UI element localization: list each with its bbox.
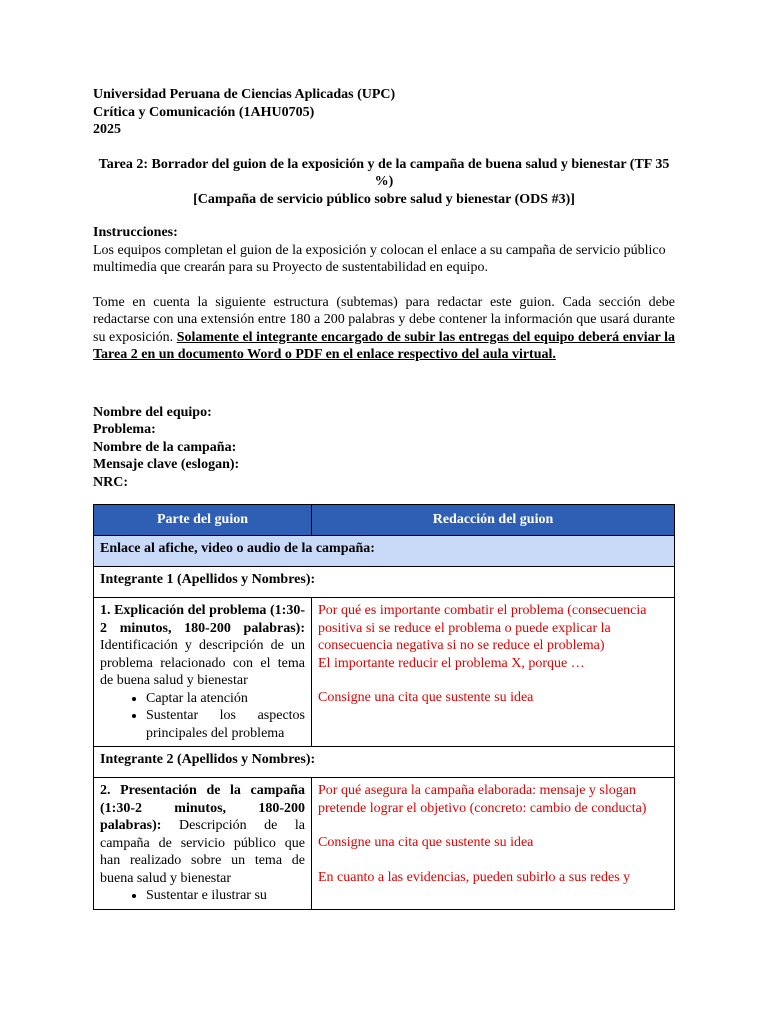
instructions-paragraph-2 — [93, 294, 675, 364]
year: 2025 — [93, 122, 121, 137]
university-name: Universidad Peruana de Ciencias Aplicadas (UPC) — [93, 87, 396, 102]
script-table — [93, 504, 675, 910]
course-name: Crítica y Comunicación (1AHU0705) — [93, 104, 315, 120]
table-row-campaign-link — [94, 536, 675, 567]
section-2-title: 2. Presentación de la campaña (1:30-2 minutos, 180-200 palabras): — [100, 783, 305, 833]
section-2-description: Descripción de la campaña de servicio público que han realizado sobre un tema de buena salud y bienestar — [100, 818, 305, 886]
list-item: • Sustentar e ilustrar su — [146, 887, 305, 905]
member-2-cell[interactable]: Integrante 2 (Apellidos y Nombres): — [94, 747, 675, 778]
list-item: • Sustentar los aspectos principales del problema — [146, 707, 305, 742]
table-row-section-2 — [94, 778, 675, 910]
section-2-part — [94, 778, 312, 910]
list-item: • Captar la atención — [146, 690, 305, 708]
table-row-member-1 — [94, 567, 675, 598]
campaign-link-cell[interactable]: Enlace al afiche, video o audio de la campaña: — [94, 536, 675, 567]
table-row-member-2 — [94, 747, 675, 778]
section-1-title: 1. Explicación del problema (1:30-2 minutos, 180-200 palabras): — [100, 603, 305, 636]
table-header-row — [94, 505, 675, 536]
section-2-guide-3: En cuanto a las evidencias, pueden subirlo a sus redes y — [318, 869, 631, 885]
col-header-part: Parte del guion — [94, 505, 312, 536]
section-1-guide-1: Por qué es importante combatir el problema (consecuencia positiva si se reduce el problema o puede explicar la consecuencia negativa si no se reduce el problema) — [318, 603, 647, 653]
instructions-emphasis: Solamente el integrante encargado de subir las entregas del equipo deberá enviar la Tarea 2 en un documento Word o PDF en el enlace respectivo del aula virtual. — [93, 329, 675, 362]
instructions-paragraph-1: Los equipos completan el guion de la exposición y colocan el enlace a su campaña de servicio público multimedia que crearán para su Proyecto de sustentabilidad en equipo. — [93, 242, 666, 275]
field-problem: Problema: — [93, 422, 156, 437]
task-subtitle: [Campaña de servicio público sobre salud y bienestar (ODS #3)] — [193, 191, 575, 207]
section-2-guide-1: Por qué asegura la campaña elaborada: mensaje y slogan pretende lograr el objetivo (concreto: cambio de conducta) — [318, 783, 647, 816]
section-2-guide-2: Consigne una cita que sustente su idea — [318, 835, 534, 850]
task-title: Tarea 2: Borrador del guion de la exposición y de la campaña de buena salud y bienestar (TF 35 %) — [98, 156, 670, 189]
col-header-writing: Redacción del guion — [312, 505, 675, 536]
table-row-section-1 — [94, 598, 675, 747]
member-1-cell[interactable]: Integrante 1 (Apellidos y Nombres): — [94, 567, 675, 598]
section-2-writing[interactable] — [312, 778, 675, 910]
section-1-guide-3: Consigne una cita que sustente su idea — [318, 690, 534, 705]
section-1-bullets — [100, 690, 305, 743]
instructions-paragraph-2-text: Tome en cuenta la siguiente estructura (subtemas) para redactar este guion. Cada sección debe redactarse con una extensión entre 180 a 200 palabras y debe contener la información que usará durante su exposición. — [93, 294, 675, 345]
section-2-bullets — [100, 887, 305, 905]
field-nrc: NRC: — [93, 474, 128, 490]
field-campaign-name: Nombre de la campaña: — [93, 439, 237, 455]
section-1-part — [94, 598, 312, 747]
document-body — [93, 86, 675, 491]
section-1-writing[interactable] — [312, 598, 675, 747]
field-team-name: Nombre del equipo: — [93, 404, 212, 420]
section-1-description: Identificación y descripción de un problema relacionado con el tema de buena salud y bienestar — [100, 638, 305, 688]
section-1-guide-2: El importante reducir el problema X, porque … — [318, 655, 585, 671]
instructions-heading: Instrucciones: — [93, 225, 178, 240]
field-key-message: Mensaje clave (eslogan): — [93, 457, 240, 472]
